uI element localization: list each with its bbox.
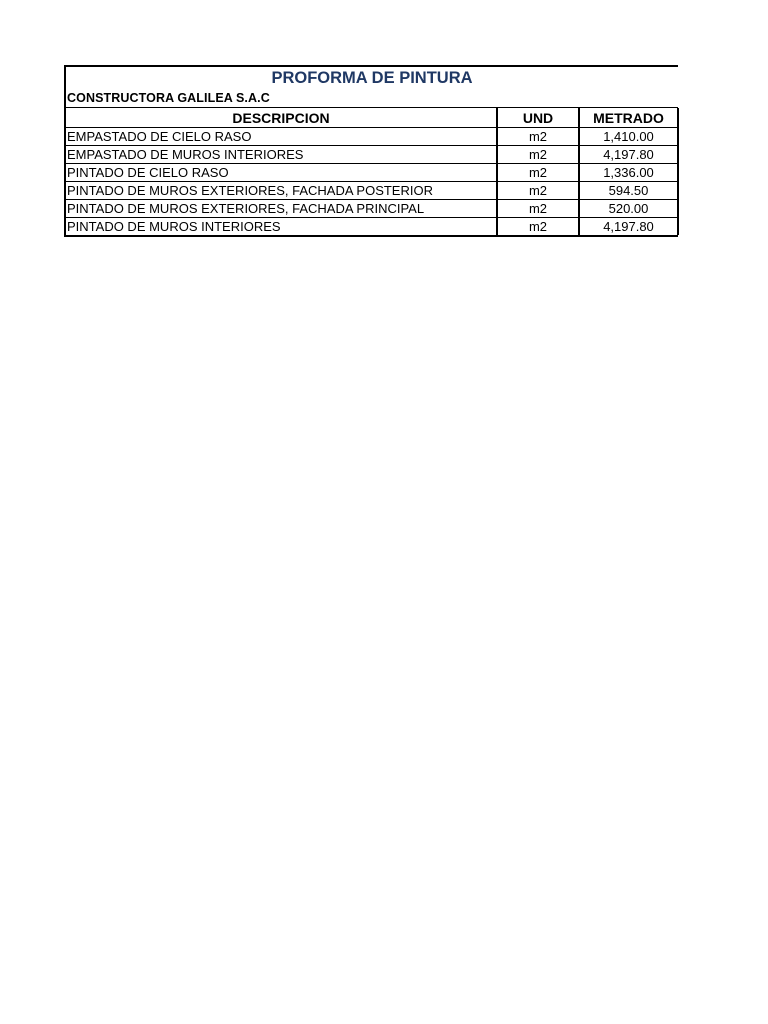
column-header-description: DESCRIPCION (66, 108, 497, 128)
proforma-sheet (64, 65, 678, 237)
row-quantity: 1,336.00 (579, 164, 678, 182)
row-unit: m2 (497, 218, 579, 236)
row-unit: m2 (497, 146, 579, 164)
column-header-quantity: METRADO (579, 108, 678, 128)
table-row (66, 164, 678, 182)
row-unit: m2 (497, 200, 579, 218)
table-row (66, 218, 678, 236)
row-quantity: 1,410.00 (579, 128, 678, 146)
row-quantity: 4,197.80 (579, 218, 678, 236)
row-quantity: 4,197.80 (579, 146, 678, 164)
document-title: PROFORMA DE PINTURA (271, 69, 473, 87)
column-header-unit: UND (497, 108, 579, 128)
row-unit: m2 (497, 164, 579, 182)
table-row (66, 128, 678, 146)
row-unit: m2 (497, 128, 579, 146)
quantities-table (66, 108, 679, 235)
row-description: PINTADO DE MUROS INTERIORES (66, 218, 497, 236)
table-row (66, 182, 678, 200)
row-quantity: 520.00 (579, 200, 678, 218)
row-description: PINTADO DE MUROS EXTERIORES, FACHADA POSTERIOR (66, 182, 497, 200)
table-row (66, 146, 678, 164)
row-description: EMPASTADO DE CIELO RASO (66, 128, 497, 146)
table-header-row (66, 108, 678, 128)
row-unit: m2 (497, 182, 579, 200)
row-quantity: 594.50 (579, 182, 678, 200)
row-description: PINTADO DE MUROS EXTERIORES, FACHADA PRINCIPAL (66, 200, 497, 218)
row-description: PINTADO DE CIELO RASO (66, 164, 497, 182)
table-row (66, 200, 678, 218)
company-name: CONSTRUCTORA GALILEA S.A.C (66, 90, 678, 108)
row-description: EMPASTADO DE MUROS INTERIORES (66, 146, 497, 164)
